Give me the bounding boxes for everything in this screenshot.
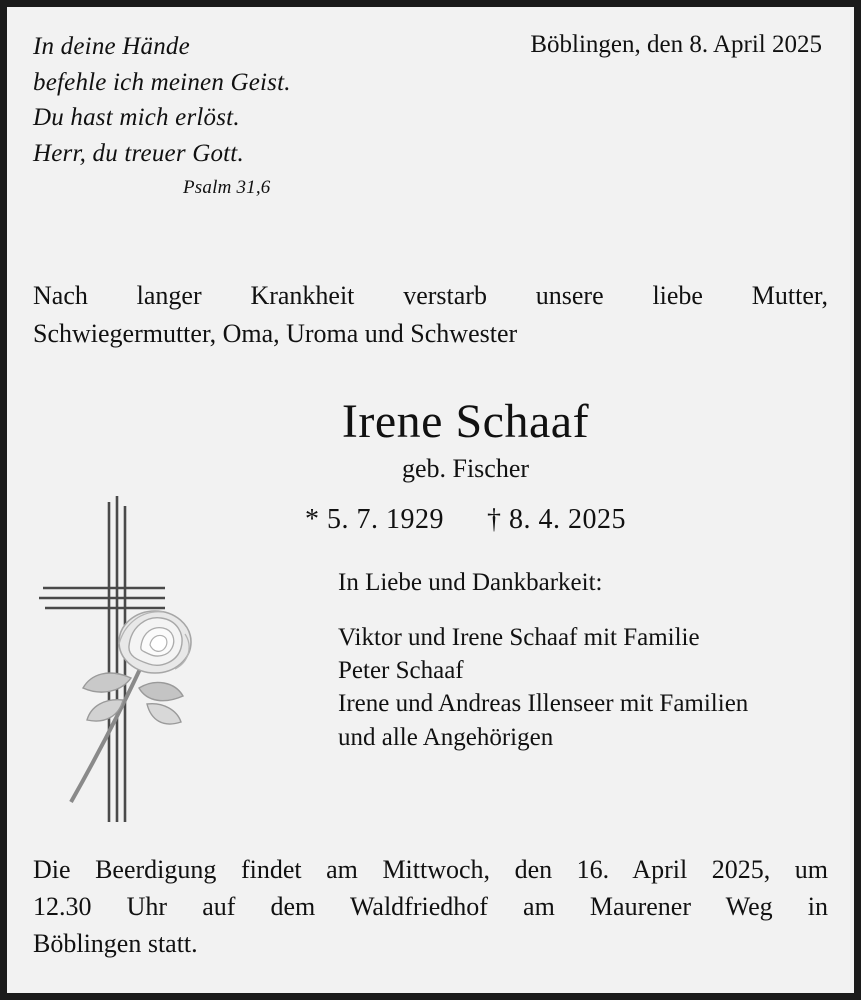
death-date: † 8. 4. 2025 [487,503,626,535]
verse-source: Psalm 31,6 [183,177,271,198]
bible-verse [33,29,291,202]
verse-line-4: Herr, du treuer Gott. [33,139,244,167]
verse-line-1: In deine Hände [33,33,190,60]
intro-line-2: Schwiegermutter, Oma, Uroma und Schwester [33,318,518,348]
intro-text [33,278,828,351]
survivor-line: und alle Angehörigen [338,723,554,751]
funeral-line-3: Böblingen statt. [33,929,198,959]
funeral-line-2: 12.30 Uhr auf dem Waldfriedhof am Maurener Weg in [33,892,828,922]
funeral-line-1: Die Beerdigung findet am Mittwoch, den 16. April 2025, um [33,855,828,885]
funeral-details [33,852,828,963]
maiden-name: geb. Fischer [401,453,530,483]
verse-line-2: befehle ich meinen Geist. [33,68,291,96]
notice-header [33,29,828,202]
deceased-name: Irene Schaaf [341,395,590,449]
survivors-lead: In Liebe und Dankbarkeit: [338,568,603,596]
place-and-date: Böblingen, den 8. April 2025 [530,31,822,58]
verse-line-3: Du hast mich erlöst. [33,104,240,131]
intro-line-1: Nach langer Krankheit verstarb unsere liebe Mutter, [33,280,828,310]
survivor-line: Peter Schaaf [338,657,464,685]
birth-date: * 5. 7. 1929 [305,503,444,535]
survivor-line: Irene und Andreas Illenseer mit Familien [338,690,749,718]
survivor-line: Viktor und Irene Schaaf mit Familie [338,623,700,651]
cross-with-rose-icon [35,492,235,832]
